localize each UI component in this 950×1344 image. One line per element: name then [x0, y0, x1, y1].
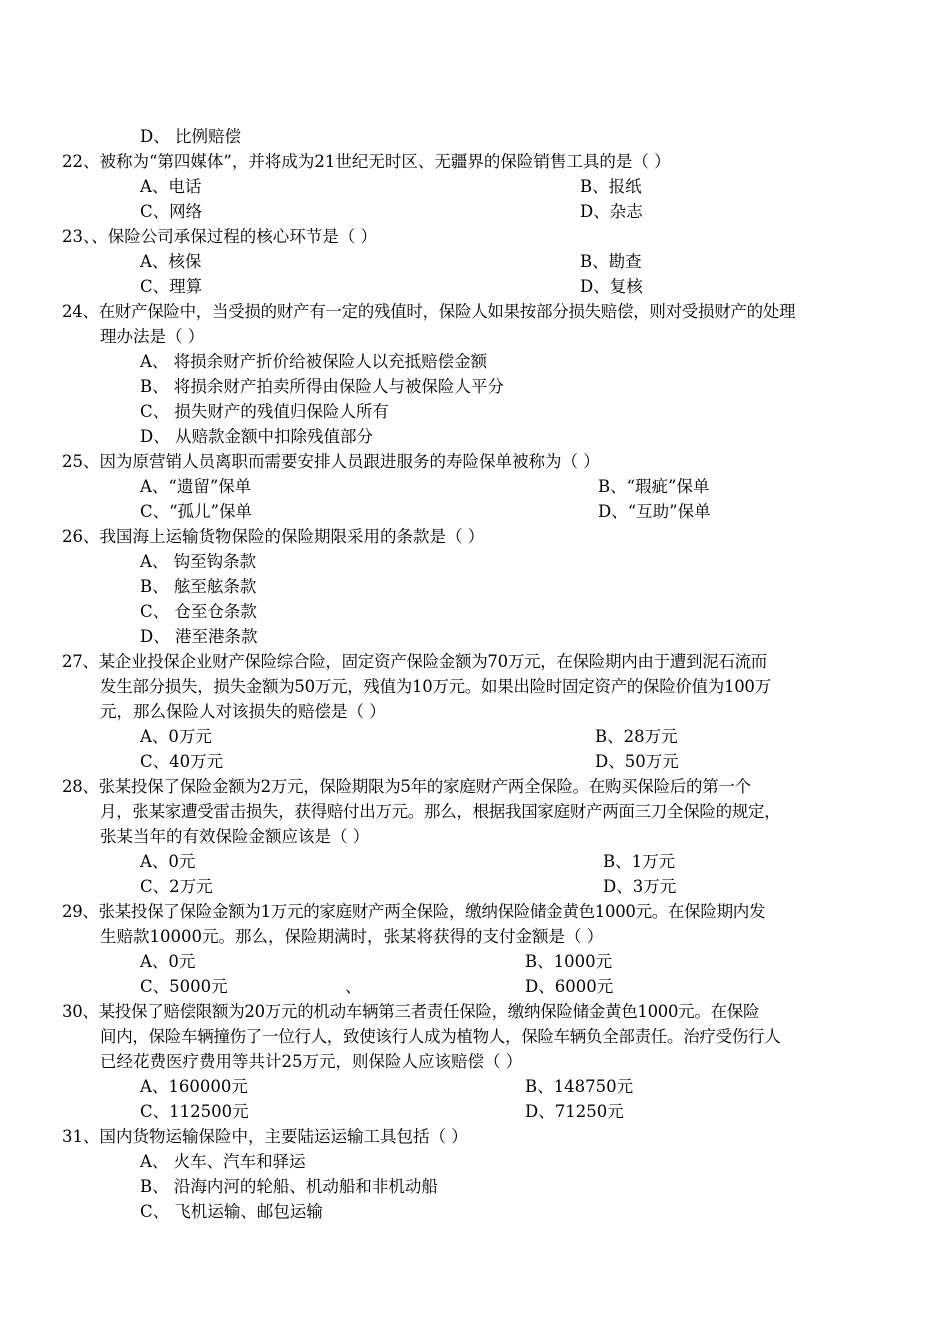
q30-stem-line1: 30、某投保了赔偿限额为20万元的机动车辆第三者责任保险，缴纳保险储金黄色1000元。在保险: [62, 1002, 760, 1021]
q22-option-a: A、电话: [140, 177, 202, 196]
q30-option-c: C、112500元: [140, 1102, 249, 1121]
q29-option-b: B、1000元: [525, 952, 613, 971]
q27-option-a: A、0万元: [140, 727, 212, 746]
q29-option-d: D、6000元: [525, 977, 614, 996]
q23-option-d: D、复核: [580, 277, 643, 296]
q26-stem: 26、我国海上运输货物保险的保险期限采用的条款是（ ）: [62, 527, 485, 546]
q24-option-d: D、 从赔款金额中扣除残值部分: [140, 427, 373, 446]
q29-stem-line2: 生赔款10000元。那么，保险期满时，张某将获得的支付金额是（ ）: [100, 927, 604, 946]
q28-stem-line3: 张某当年的有效保险金额应该是（ ）: [100, 827, 370, 846]
q22-option-c: C、网络: [140, 202, 203, 221]
q24-stem-line1: 24、在财产保险中，当受损的财产有一定的残值时，保险人如果按部分损失赔偿，则对受损财产的处理: [62, 302, 796, 321]
q25-option-b: B、“瑕疵”保单: [598, 477, 710, 496]
q27-option-d: D、50万元: [595, 752, 679, 771]
q22-stem: 22、被称为“第四媒体”，并将成为21世纪无时区、无疆界的保险销售工具的是（ ）: [62, 152, 671, 171]
q27-option-c: C、40万元: [140, 752, 224, 771]
q26-option-c: C、 仓至仓条款: [140, 602, 257, 621]
q31-option-c: C、 飞机运输、邮包运输: [140, 1202, 323, 1221]
q25-stem: 25、因为原营销人员离职而需要安排人员跟进服务的寿险保单被称为（ ）: [62, 452, 600, 471]
q27-stem-line3: 元，那么保险人对该损失的赔偿是（ ）: [100, 702, 386, 721]
q29-stem-line1: 29、张某投保了保险金额为1万元的家庭财产两全保险，缴纳保险储金黄色1000元。在保险期内发: [62, 902, 766, 921]
q30-option-a: A、160000元: [140, 1077, 248, 1096]
q23-option-b: B、勘查: [580, 252, 642, 271]
q29-stray-mark: 、: [345, 977, 362, 996]
q31-stem: 31、国内货物运输保险中，主要陆运运输工具包括（ ）: [62, 1127, 468, 1146]
q28-option-b: B、1万元: [603, 852, 676, 871]
q29-option-a: A、0元: [140, 952, 196, 971]
q27-option-b: B、28万元: [595, 727, 678, 746]
q29-option-c: C、5000元: [140, 977, 228, 996]
q24-stem-line2: 理办法是（ ）: [100, 327, 205, 346]
q27-stem-line1: 27、某企业投保企业财产保险综合险，固定资产保险金额为70万元，在保险期内由于遭到泥石流而: [62, 652, 767, 671]
q31-option-b: B、 沿海内河的轮船、机动船和非机动船: [140, 1177, 438, 1196]
q31-option-a: A、 火车、汽车和驿运: [140, 1152, 306, 1171]
q24-option-b: B、 将损余财产拍卖所得由保险人与被保险人平分: [140, 377, 504, 396]
q30-stem-line3: 已经花费医疗费用等共计25万元，则保险人应该赔偿（ ）: [100, 1052, 523, 1071]
q22-option-b: B、报纸: [580, 177, 642, 196]
q22-option-d: D、杂志: [580, 202, 643, 221]
q30-option-b: B、148750元: [525, 1077, 634, 1096]
q23-option-c: C、理算: [140, 277, 203, 296]
q28-stem-line1: 28、张某投保了保险金额为2万元，保险期限为5年的家庭财产两全保险。在购买保险后的第一个: [62, 777, 751, 796]
q25-option-c: C、“孤儿”保单: [140, 502, 252, 521]
q23-stem: 23、、保险公司承保过程的核心环节是（ ）: [62, 227, 377, 246]
q26-option-a: A、 钩至钩条款: [140, 552, 257, 571]
q30-stem-line2: 间内，保险车辆撞伤了一位行人，致使该行人成为植物人，保险车辆负全部责任。治疗受伤行人: [100, 1027, 781, 1046]
q24-option-a: A、 将损余财产折价给被保险人以充抵赔偿金额: [140, 352, 488, 371]
q28-stem-line2: 月，张某家遭受雷击损失，获得赔付出万元。那么，根据我国家庭财产两面三刀全保险的规定，: [100, 802, 781, 821]
q30-option-d: D、71250元: [525, 1102, 624, 1121]
q28-option-c: C、2万元: [140, 877, 213, 896]
q23-option-a: A、核保: [140, 252, 202, 271]
q26-option-d: D、 港至港条款: [140, 627, 258, 646]
q21-option-d: D、 比例赔偿: [140, 127, 241, 146]
q26-option-b: B、 舷至舷条款: [140, 577, 257, 596]
q25-option-a: A、“遗留”保单: [140, 477, 252, 496]
q28-option-a: A、0元: [140, 852, 196, 871]
q28-option-d: D、3万元: [603, 877, 677, 896]
q25-option-d: D、“互助”保单: [598, 502, 711, 521]
q24-option-c: C、 损失财产的残值归保险人所有: [140, 402, 389, 421]
q27-stem-line2: 发生部分损失，损失金额为50万元，残值为10万元。如果出险时固定资产的保险价值为100万: [100, 677, 771, 696]
